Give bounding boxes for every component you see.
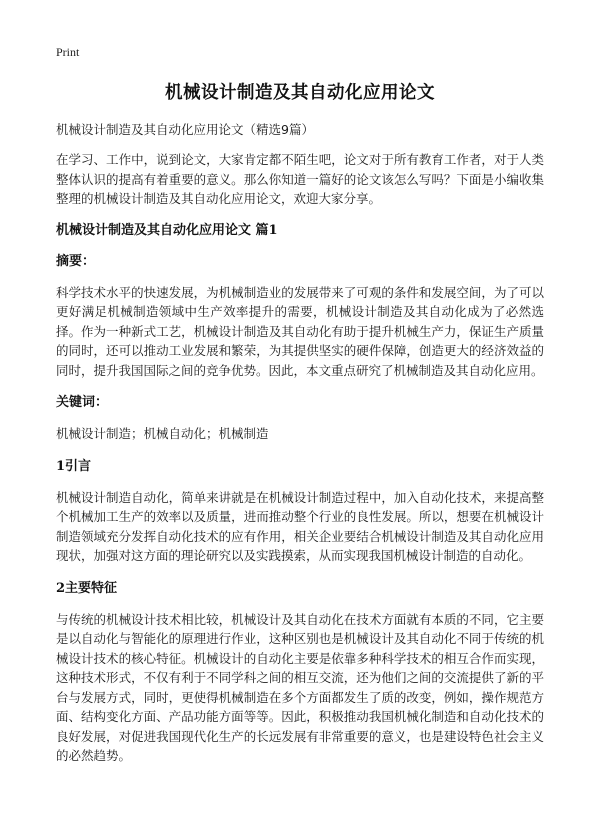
page-title: 机械设计制造及其自动化应用论文 (165, 83, 435, 103)
main-features-paragraph: 与传统的机械设计技术相比较，机械设计及其自动化在技术方面就有本质的不同，它主要是以自动化与智能化的原理进行作业，这种区别也是机械设计及其自动化不同于传统的机械设计技术的核心特征。机械设计的自动化主要是依靠多种科学技术的相互合作而实现，这种技术形式，不仅有利于不同学科之间的相互交流，还为他们之间的交流提供了新的平台与发展方式，同时，更使得机械制造在多个方面都发生了质的改变，例如，操作规范方面、结构变化方面、产品功能方面等等。因此，积极推动我国机械化制造和自动化技术的良好发展，对促进我国现代化生产的长远发展有非常重要的意义，也是建设特色社会主义的必然趋势。 (56, 611, 544, 763)
section-heading-main-features: 2主要特征 (56, 580, 118, 596)
keywords-paragraph: 机械设计制造；机械自动化；机械制造 (56, 426, 269, 441)
abstract-paragraph: 科学技术水平的快速发展，为机械制造业的发展带来了可观的条件和发展空间，为了可以更好满足机械制造领域中生产效率提升的需要，机械设计制造及其自动化成为了必然选择。作为一种新式工艺，机械设计制造及其自动化有助于提升机械生产力，保证生产质量的同时，还可以推动工业发展和繁荣，为其提供坚实的硬件保障，创造更大的经济效益的同时，提升我国国际之间的竞争优势。因此，本文重点研究了机械制造及其自动化应用。 (56, 284, 544, 378)
introduction-paragraph: 机械设计制造自动化，简单来讲就是在机械设计制造过程中，加入自动化技术，来提高整个机械加工生产的效率以及质量，进而推动整个行业的良性发展。所以，想要在机械设计制造领域充分发挥自动化技术的应有作用，相关企业要结合机械设计制造及其自动化应用现状，加强对这方面的理论研究以及实践摸索，从而实现我国机械设计制造的自动化。 (56, 489, 544, 563)
intro-paragraph: 在学习、工作中，说到论文，大家肯定都不陌生吧，论文对于所有教育工作者，对于人类整体认识的提高有着重要的意义。那么你知道一篇好的论文该怎么写吗？下面是小编收集整理的机械设计制造及其自动化应用论文，欢迎大家分享。 (56, 152, 544, 206)
print-link[interactable]: Print (56, 45, 80, 59)
section-heading-introduction: 1引言 (56, 458, 92, 474)
subtitle: 机械设计制造及其自动化应用论文（精选9篇） (56, 122, 314, 137)
document-page (56, 44, 544, 766)
chapter-heading: 机械设计制造及其自动化应用论文 篇1 (56, 222, 278, 238)
keywords-heading: 关键词： (56, 395, 109, 410)
abstract-heading: 摘要： (56, 253, 96, 269)
